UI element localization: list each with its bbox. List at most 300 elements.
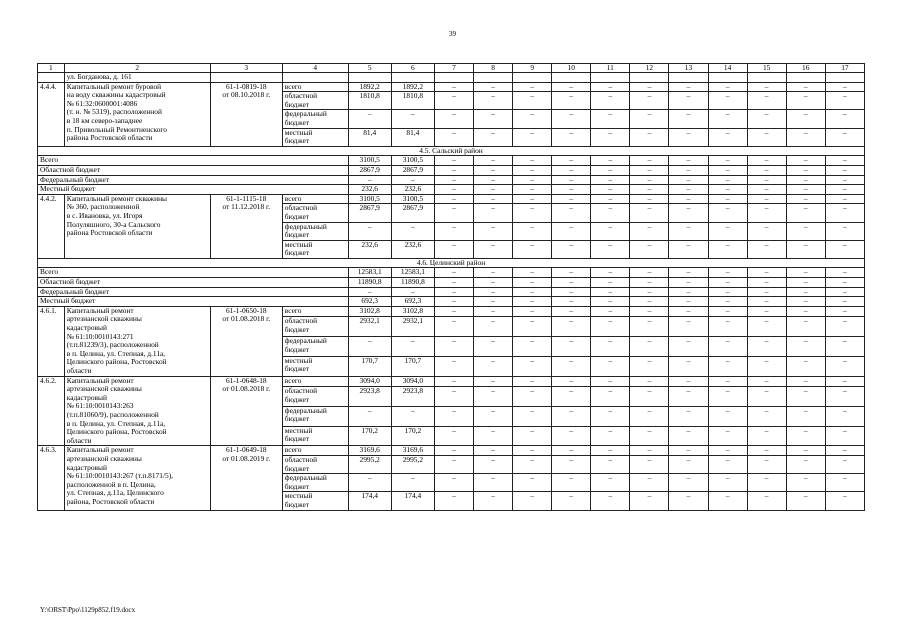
- contract-line: 61-1-0650-18: [225, 306, 267, 315]
- dash-cell: –: [474, 297, 513, 307]
- dash-cell: –: [786, 492, 825, 510]
- dash-cell: –: [630, 317, 669, 337]
- funding-source: [282, 82, 348, 92]
- value-cell: 174,4: [348, 492, 391, 510]
- dash-cell: –: [591, 185, 630, 195]
- summary-row: [38, 165, 865, 175]
- funding-source: [282, 128, 348, 146]
- description-line: в 18 км северо-западнее: [66, 115, 143, 125]
- dash-cell: –: [630, 185, 669, 195]
- dash-cell: –: [630, 240, 669, 258]
- dash-cell: –: [552, 406, 591, 426]
- dash-cell: –: [630, 455, 669, 473]
- dash-cell: –: [434, 194, 473, 204]
- description-line: п. Привольный Ремонтненского: [66, 124, 167, 134]
- dash-cell: –: [513, 297, 552, 307]
- dash-cell: –: [747, 175, 786, 185]
- description-line: кадастровый: [66, 392, 107, 402]
- contract-line: от 11.12.2018 г.: [222, 202, 271, 212]
- value-cell: –: [348, 406, 391, 426]
- value-cell: 81,4: [391, 128, 434, 146]
- dash-cell: –: [669, 387, 708, 407]
- dash-cell: –: [669, 128, 708, 146]
- funding-label: бюджет: [284, 99, 309, 109]
- summary-row: [38, 156, 865, 166]
- dash-cell: –: [552, 446, 591, 456]
- funding-label: бюджет: [284, 248, 309, 258]
- dash-cell: –: [513, 317, 552, 337]
- dash-cell: –: [786, 185, 825, 195]
- dash-cell: –: [630, 156, 669, 166]
- funding-source: [282, 387, 348, 407]
- summary-label: Федеральный бюджет: [38, 287, 349, 297]
- column-header: 11: [591, 64, 630, 73]
- value-cell: 170,7: [348, 356, 391, 376]
- section-title-row: [38, 258, 865, 268]
- dash-cell: –: [434, 92, 473, 110]
- dash-cell: –: [552, 337, 591, 357]
- dash-cell: –: [513, 128, 552, 146]
- dash-cell: –: [591, 376, 630, 386]
- empty-cell: [552, 73, 591, 83]
- dash-cell: –: [747, 337, 786, 357]
- dash-cell: –: [630, 446, 669, 456]
- value-cell: 3169,6: [391, 446, 434, 456]
- description-line: Капитальный ремонт: [66, 306, 134, 315]
- dash-cell: –: [474, 387, 513, 407]
- dash-cell: –: [474, 426, 513, 446]
- summary-label: Федеральный бюджет: [38, 175, 349, 185]
- dash-cell: –: [474, 376, 513, 386]
- dash-cell: –: [434, 376, 473, 386]
- contract-line: от 01.08.2019 г.: [222, 453, 271, 463]
- dash-cell: –: [786, 337, 825, 357]
- dash-cell: –: [552, 474, 591, 492]
- funding-label: областной: [284, 316, 318, 326]
- summary-label: Всего: [38, 268, 349, 278]
- item-row: [38, 376, 865, 386]
- dash-cell: –: [552, 356, 591, 376]
- funding-source: [282, 222, 348, 240]
- dash-cell: –: [786, 240, 825, 258]
- dash-cell: –: [786, 356, 825, 376]
- dash-cell: –: [591, 240, 630, 258]
- description-line: артезианской скважины: [66, 314, 142, 324]
- dash-cell: –: [786, 175, 825, 185]
- dash-cell: –: [825, 455, 864, 473]
- dash-cell: –: [474, 128, 513, 146]
- dash-cell: –: [513, 156, 552, 166]
- value-cell: 170,2: [348, 426, 391, 446]
- funding-source: [282, 194, 348, 204]
- value-cell: 232,6: [391, 185, 434, 195]
- value-cell: 3100,5: [348, 194, 391, 204]
- funding-source: [282, 110, 348, 128]
- empty-cell: [747, 73, 786, 83]
- dash-cell: –: [747, 446, 786, 456]
- value-cell: 2867,9: [391, 165, 434, 175]
- column-header: 2: [64, 64, 210, 73]
- dash-cell: –: [474, 455, 513, 473]
- dash-cell: –: [786, 92, 825, 110]
- dash-cell: –: [825, 194, 864, 204]
- dash-cell: –: [513, 406, 552, 426]
- description-line: в с. Ивановка, ул. Игоря: [66, 210, 143, 220]
- funding-label: областной: [284, 203, 318, 213]
- dash-cell: –: [669, 156, 708, 166]
- dash-cell: –: [434, 278, 473, 288]
- dash-cell: –: [552, 387, 591, 407]
- empty-cell: [391, 73, 434, 83]
- contract-line: 61-1-0649-18: [225, 445, 267, 455]
- empty-cell: [630, 73, 669, 83]
- value-cell: 174,4: [391, 492, 434, 510]
- dash-cell: –: [552, 92, 591, 110]
- value-cell: –: [391, 287, 434, 297]
- summary-label: Областной бюджет: [38, 278, 349, 288]
- funding-label: бюджет: [284, 117, 309, 127]
- dash-cell: –: [669, 406, 708, 426]
- dash-cell: –: [825, 110, 864, 128]
- funding-label: бюджет: [284, 324, 309, 334]
- value-cell: 3169,6: [348, 446, 391, 456]
- value-cell: –: [348, 222, 391, 240]
- funding-source: [282, 446, 348, 456]
- funding-label: всего: [284, 306, 302, 315]
- empty-cell: [786, 73, 825, 83]
- funding-label: бюджет: [284, 499, 309, 509]
- funding-label: местный: [284, 128, 313, 137]
- dash-cell: –: [786, 287, 825, 297]
- dash-cell: –: [708, 387, 747, 407]
- value-cell: 1892,2: [348, 82, 391, 92]
- dash-cell: –: [474, 194, 513, 204]
- dash-cell: –: [513, 110, 552, 128]
- dash-cell: –: [708, 376, 747, 386]
- dash-cell: –: [513, 204, 552, 222]
- dash-cell: –: [474, 82, 513, 92]
- dash-cell: –: [825, 337, 864, 357]
- dash-cell: –: [786, 297, 825, 307]
- dash-cell: –: [513, 387, 552, 407]
- dash-cell: –: [591, 128, 630, 146]
- dash-cell: –: [474, 165, 513, 175]
- dash-cell: –: [474, 268, 513, 278]
- dash-cell: –: [513, 287, 552, 297]
- description-line: в п. Целина, ул. Степная, д.11а,: [66, 418, 166, 428]
- section-title: 4.5. Сальский район: [38, 146, 865, 156]
- dash-cell: –: [786, 387, 825, 407]
- value-cell: 3102,8: [391, 306, 434, 316]
- dash-cell: –: [825, 492, 864, 510]
- funding-source: [282, 426, 348, 446]
- dash-cell: –: [513, 492, 552, 510]
- dash-cell: –: [786, 110, 825, 128]
- dash-cell: –: [434, 474, 473, 492]
- dash-cell: –: [552, 204, 591, 222]
- description-line: в п. Целина, ул. Степная, д.11а,: [66, 348, 166, 358]
- value-cell: 2867,9: [391, 204, 434, 222]
- dash-cell: –: [630, 165, 669, 175]
- summary-row: [38, 185, 865, 195]
- dash-cell: –: [513, 185, 552, 195]
- description-line: (т.п.81239/3), расположенной: [66, 340, 159, 350]
- funding-source: [282, 406, 348, 426]
- funding-label: федеральный: [284, 109, 327, 119]
- dash-cell: –: [552, 222, 591, 240]
- dash-cell: –: [786, 268, 825, 278]
- value-cell: –: [391, 175, 434, 185]
- dash-cell: –: [434, 446, 473, 456]
- dash-cell: –: [552, 455, 591, 473]
- dash-cell: –: [747, 128, 786, 146]
- dash-cell: –: [434, 492, 473, 510]
- column-header: 7: [434, 64, 473, 73]
- dash-cell: –: [747, 376, 786, 386]
- dash-cell: –: [708, 297, 747, 307]
- dash-cell: –: [591, 306, 630, 316]
- dash-cell: –: [434, 287, 473, 297]
- description-line: Полуляшного, 30-а Сальского: [66, 219, 161, 229]
- dash-cell: –: [747, 297, 786, 307]
- value-cell: 12583,1: [391, 268, 434, 278]
- dash-cell: –: [474, 185, 513, 195]
- dash-cell: –: [747, 82, 786, 92]
- summary-row: [38, 287, 865, 297]
- contract-cell: [210, 376, 282, 446]
- item-description: [64, 82, 210, 146]
- dash-cell: –: [591, 222, 630, 240]
- dash-cell: –: [552, 185, 591, 195]
- description-line: области: [66, 435, 92, 445]
- description-line: Капитальный ремонт скважины: [66, 194, 168, 203]
- description-line: № 61:10:0010143:263: [66, 401, 134, 411]
- value-cell: 1892,2: [391, 82, 434, 92]
- dash-cell: –: [474, 306, 513, 316]
- dash-cell: –: [747, 426, 786, 446]
- description-line: (т. н. № 5319), расположенной: [66, 107, 162, 117]
- dash-cell: –: [747, 204, 786, 222]
- dash-cell: –: [786, 474, 825, 492]
- dash-cell: –: [747, 278, 786, 288]
- dash-cell: –: [708, 110, 747, 128]
- dash-cell: –: [591, 165, 630, 175]
- dash-cell: –: [474, 92, 513, 110]
- dash-cell: –: [630, 128, 669, 146]
- funding-label: бюджет: [284, 481, 309, 491]
- contract-line: от 08.10.2018 г.: [222, 90, 271, 100]
- dash-cell: –: [630, 406, 669, 426]
- value-cell: 232,6: [391, 240, 434, 258]
- dash-cell: –: [552, 165, 591, 175]
- column-header: 13: [669, 64, 708, 73]
- dash-cell: –: [513, 376, 552, 386]
- column-header: 9: [513, 64, 552, 73]
- column-header: 17: [825, 64, 864, 73]
- dash-cell: –: [708, 492, 747, 510]
- dash-cell: –: [474, 356, 513, 376]
- funding-source: [282, 92, 348, 110]
- dash-cell: –: [669, 194, 708, 204]
- dash-cell: –: [434, 317, 473, 337]
- funding-label: федеральный: [284, 336, 327, 346]
- dash-cell: –: [474, 110, 513, 128]
- summary-label: Всего: [38, 156, 349, 166]
- funding-label: бюджет: [284, 434, 309, 444]
- description-line: Целинского района, Ростовской: [66, 357, 167, 367]
- dash-cell: –: [669, 376, 708, 386]
- dash-cell: –: [630, 194, 669, 204]
- dash-cell: –: [474, 204, 513, 222]
- item-number: 4.6.3.: [38, 446, 65, 510]
- dash-cell: –: [630, 92, 669, 110]
- dash-cell: –: [708, 128, 747, 146]
- dash-cell: –: [669, 337, 708, 357]
- column-header: 10: [552, 64, 591, 73]
- dash-cell: –: [591, 297, 630, 307]
- summary-label: Местный бюджет: [38, 297, 349, 307]
- dash-cell: –: [747, 492, 786, 510]
- dash-cell: –: [630, 222, 669, 240]
- dash-cell: –: [747, 156, 786, 166]
- dash-cell: –: [825, 406, 864, 426]
- item-description: [64, 194, 210, 258]
- empty-cell: [513, 73, 552, 83]
- column-header: 8: [474, 64, 513, 73]
- dash-cell: –: [630, 426, 669, 446]
- dash-cell: –: [708, 455, 747, 473]
- dash-cell: –: [708, 82, 747, 92]
- dash-cell: –: [513, 268, 552, 278]
- column-header: 15: [747, 64, 786, 73]
- value-cell: 12583,1: [348, 268, 391, 278]
- dash-cell: –: [825, 82, 864, 92]
- dash-cell: –: [825, 278, 864, 288]
- dash-cell: –: [630, 110, 669, 128]
- value-cell: 232,6: [348, 185, 391, 195]
- dash-cell: –: [669, 222, 708, 240]
- dash-cell: –: [786, 376, 825, 386]
- dash-cell: –: [434, 110, 473, 128]
- dash-cell: –: [552, 82, 591, 92]
- item-description: [64, 446, 210, 510]
- funding-label: федеральный: [284, 473, 327, 483]
- empty-cell: [708, 73, 747, 83]
- dash-cell: –: [552, 297, 591, 307]
- dash-cell: –: [747, 356, 786, 376]
- description-line: кадастровый: [66, 462, 107, 472]
- dash-cell: –: [825, 204, 864, 222]
- dash-cell: –: [591, 426, 630, 446]
- dash-cell: –: [552, 156, 591, 166]
- dash-cell: –: [747, 317, 786, 337]
- dash-cell: –: [474, 156, 513, 166]
- dash-cell: –: [630, 474, 669, 492]
- dash-cell: –: [669, 287, 708, 297]
- dash-cell: –: [669, 82, 708, 92]
- dash-cell: –: [591, 387, 630, 407]
- dash-cell: –: [747, 194, 786, 204]
- address-continuation: ул. Богданова, д. 161: [64, 73, 210, 83]
- dash-cell: –: [708, 317, 747, 337]
- dash-cell: –: [825, 222, 864, 240]
- value-cell: 232,6: [348, 240, 391, 258]
- dash-cell: –: [708, 446, 747, 456]
- column-header: 14: [708, 64, 747, 73]
- dash-cell: –: [591, 156, 630, 166]
- description-line: расположенной в п. Целина,: [66, 479, 156, 489]
- dash-cell: –: [434, 240, 473, 258]
- header-row: [38, 64, 865, 73]
- funding-label: местный: [284, 491, 313, 501]
- item-number: 4.4.2.: [38, 194, 65, 258]
- dash-cell: –: [747, 287, 786, 297]
- funding-source: [282, 337, 348, 357]
- funding-source: [282, 204, 348, 222]
- dash-cell: –: [591, 474, 630, 492]
- dash-cell: –: [434, 406, 473, 426]
- dash-cell: –: [591, 492, 630, 510]
- dash-cell: –: [434, 337, 473, 357]
- dash-cell: –: [825, 287, 864, 297]
- dash-cell: –: [669, 492, 708, 510]
- dash-cell: –: [434, 426, 473, 446]
- dash-cell: –: [552, 492, 591, 510]
- dash-cell: –: [434, 175, 473, 185]
- dash-cell: –: [786, 194, 825, 204]
- dash-cell: –: [825, 376, 864, 386]
- funding-source: [282, 376, 348, 386]
- dash-cell: –: [513, 455, 552, 473]
- funding-label: федеральный: [284, 406, 327, 415]
- dash-cell: –: [825, 92, 864, 110]
- column-header: 3: [210, 64, 282, 73]
- dash-cell: –: [747, 185, 786, 195]
- description-line: ул. Степная, д.11а, Целинского: [66, 488, 164, 498]
- dash-cell: –: [825, 297, 864, 307]
- dash-cell: –: [434, 156, 473, 166]
- value-cell: 2867,9: [348, 204, 391, 222]
- dash-cell: –: [552, 278, 591, 288]
- description-line: Капитальный ремонт буровой: [66, 82, 162, 91]
- dash-cell: –: [669, 165, 708, 175]
- dash-cell: –: [513, 165, 552, 175]
- funding-label: всего: [284, 194, 302, 203]
- dash-cell: –: [786, 446, 825, 456]
- dash-cell: –: [513, 240, 552, 258]
- value-cell: 2923,8: [391, 387, 434, 407]
- empty-cell: [474, 73, 513, 83]
- dash-cell: –: [786, 128, 825, 146]
- dash-cell: –: [474, 406, 513, 426]
- dash-cell: –: [552, 128, 591, 146]
- summary-row: [38, 175, 865, 185]
- value-cell: 2932,1: [348, 317, 391, 337]
- funding-source: [282, 455, 348, 473]
- value-cell: 1810,8: [391, 92, 434, 110]
- dash-cell: –: [825, 387, 864, 407]
- summary-row: [38, 268, 865, 278]
- dash-cell: –: [630, 268, 669, 278]
- contract-cell: [210, 446, 282, 510]
- dash-cell: –: [474, 446, 513, 456]
- description-line: № 61:10:0010143:271: [66, 331, 134, 341]
- value-cell: 1810,8: [348, 92, 391, 110]
- dash-cell: –: [591, 356, 630, 376]
- value-cell: 3094,0: [348, 376, 391, 386]
- dash-cell: –: [825, 156, 864, 166]
- dash-cell: –: [474, 317, 513, 337]
